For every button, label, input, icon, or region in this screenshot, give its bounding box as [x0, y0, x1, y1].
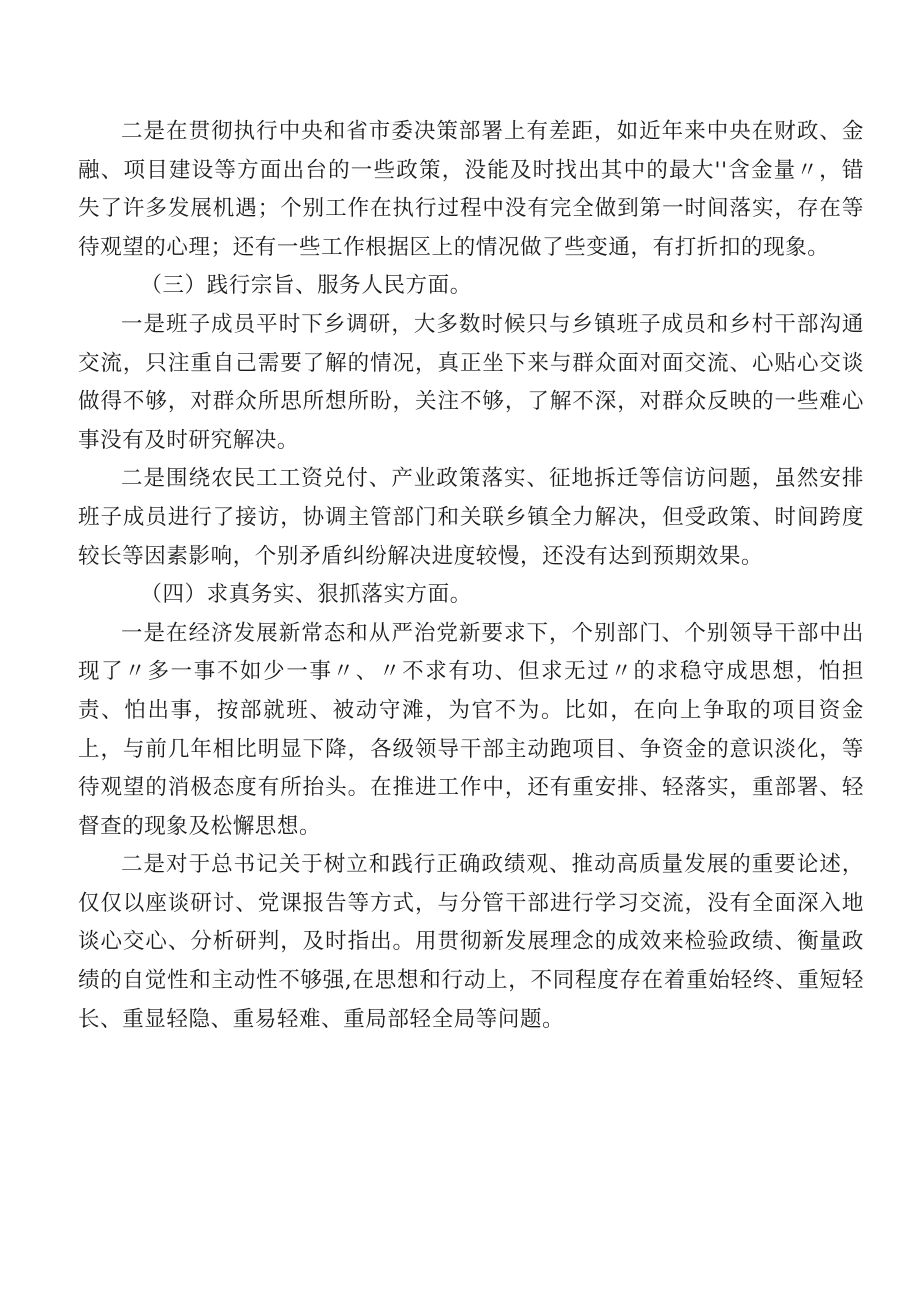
- paragraph-policy-implementation: 二是在贯彻执行中央和省市委决策部署上有差距，如近年来中央在财政、金融、项目建设等方面出台的一些政策，没能及时找出其中的最大''含金量〃，错失了许多发展机遇；个别工作在执行过程中没有完全做到第一时间落实，存在等待观望的心理；还有一些工作根据区上的情况做了些变通，有打折扣的现象。: [78, 119, 864, 260]
- section-heading-practical-work: （四）求真务实、狠抓落实方面。: [140, 582, 472, 608]
- section-heading-serve-people: （三）践行宗旨、服务人民方面。: [140, 273, 472, 299]
- paragraph-performance-view: 二是对于总书记关于树立和践行正确政绩观、推动高质量发展的重要论述，仅仅以座谈研讨、党课报告等方式，与分管干部进行学习交流，没有全面深入地谈心交心、分析研判，及时指出。用贯彻新发展理念的成效来检验政绩、衡量政绩的自觉性和主动性不够强,在思想和行动上，不同程度存在着重始轻终、重短轻长、重显轻隐、重易轻难、重局部轻全局等问题。: [78, 852, 864, 1032]
- document-body: [78, 113, 864, 1039]
- paragraph-field-research: 一是班子成员平时下乡调研，大多数时候只与乡镇班子成员和乡村干部沟通交流，只注重自己需要了解的情况，真正坐下来与群众面对面交流、心贴心交谈做得不够，对群众所思所想所盼，关注不够，了解不深，对群众反映的一些难心事没有及时研究解决。: [78, 311, 864, 453]
- paragraph-conservative-thinking: 一是在经济发展新常态和从严治党新要求下，个别部门、个别领导干部中出现了〃多一事不如少一事〃、〃不求有功、但求无过〃的求稳守成思想，怕担责、怕出事，按部就班、被动守滩，为官不为。比如，在向上争取的项目资金上，与前几年相比明显下降，各级领导干部主动跑项目、争资金的意识淡化，等待观望的消极态度有所抬头。在推进工作中，还有重安排、轻落实，重部署、轻督查的现象及松懈思想。: [78, 620, 864, 839]
- paragraph-petition-issues: 二是围绕农民工工资兑付、产业政策落实、征地拆迁等信访问题，虽然安排班子成员进行了接访，协调主管部门和关联乡镇全力解决，但受政策、时间跨度较长等因素影响，个别矛盾纠纷解决进度较慢，还没有达到预期效果。: [78, 466, 864, 569]
